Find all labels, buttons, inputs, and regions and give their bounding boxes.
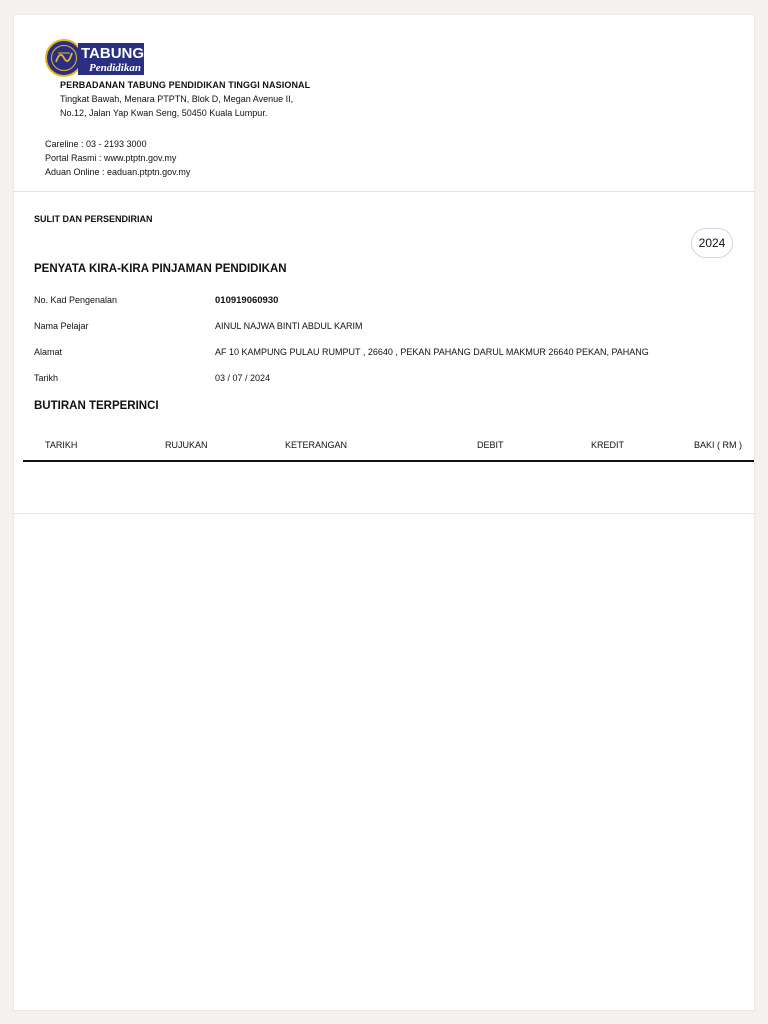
- details-title: BUTIRAN TERPERINCI: [34, 400, 159, 412]
- address-line-2: No.12, Jalan Yap Kwan Seng, 50450 Kuala Lumpur.: [60, 108, 268, 118]
- statement-sheet: [13, 14, 755, 1011]
- column-header-rujukan: RUJUKAN: [165, 440, 208, 450]
- student-name-value: AINUL NAJWA BINTI ABDUL KARIM: [215, 321, 363, 331]
- organization-name: PERBADANAN TABUNG PENDIDIKAN TINGGI NASIONAL: [60, 80, 311, 90]
- transactions-table-body: [14, 462, 754, 514]
- ic-number-label: No. Kad Pengenalan: [34, 295, 118, 305]
- address-label: Alamat: [34, 347, 63, 357]
- classification-label: SULIT DAN PERSENDIRIAN: [34, 214, 153, 224]
- ic-number-value: 010919060930: [215, 295, 279, 306]
- svg-text:Pendidikan: Pendidikan: [89, 62, 141, 74]
- aduan-text: Aduan Online : eaduan.ptptn.gov.my: [45, 167, 191, 177]
- careline-text: Careline : 03 - 2193 3000: [45, 139, 147, 149]
- student-name-label: Nama Pelajar: [34, 321, 89, 331]
- column-header-baki: BAKI ( RM ): [694, 440, 743, 450]
- year-selector[interactable]: 2024: [691, 228, 733, 258]
- column-header-keterangan: KETERANGAN: [285, 440, 348, 450]
- document-title: PENYATA KIRA-KIRA PINJAMAN PENDIDIKAN: [34, 263, 287, 275]
- column-header-debit: DEBIT: [477, 440, 504, 450]
- letterhead: [14, 15, 754, 192]
- column-header-kredit: KREDIT: [591, 440, 625, 450]
- portal-text: Portal Rasmi : www.ptptn.gov.my: [45, 153, 177, 163]
- address-line-1: Tingkat Bawah, Menara PTPTN, Blok D, Megan Avenue II,: [60, 94, 294, 104]
- address-value: AF 10 KAMPUNG PULAU RUMPUT , 26640 , PEKAN PAHANG DARUL MAKMUR 26640 PEKAN, PAHANG: [215, 347, 649, 357]
- ptptn-logo: [45, 38, 145, 78]
- date-value: 03 / 07 / 2024: [215, 373, 271, 383]
- svg-text:TABUNG: TABUNG: [81, 45, 145, 62]
- column-header-tarikh: TARIKH: [45, 440, 78, 450]
- date-label: Tarikh: [34, 373, 59, 383]
